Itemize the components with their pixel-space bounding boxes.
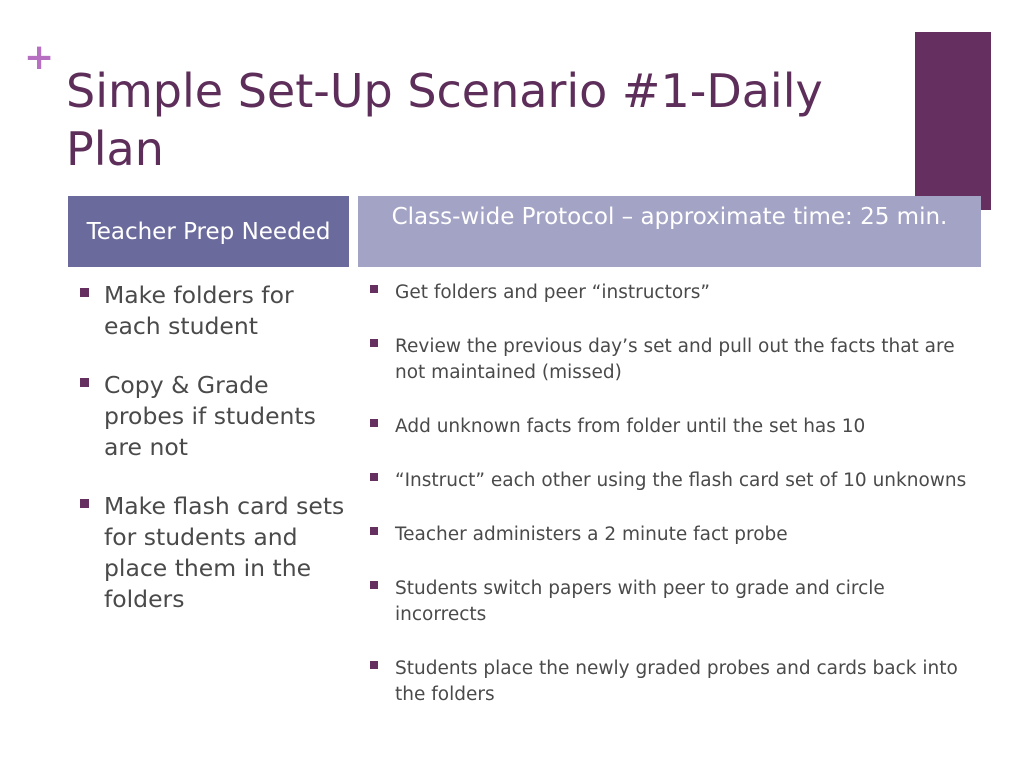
list-item-text: Students place the newly graded probes and cards back into the folders [395,658,958,705]
accent-bar [915,32,991,210]
list-item [78,491,348,615]
list-item-text: Copy & Grade probes if students are not [104,371,316,461]
left-column-header-label: Teacher Prep Needed [86,218,331,245]
left-column-header [68,196,349,267]
list-item-text: “Instruct” each other using the flash card set of 10 unknowns [395,470,967,491]
list-item-text: Teacher administers a 2 minute fact probe [395,524,788,545]
protocol-list [370,280,970,736]
bullet-square-icon [370,661,378,669]
slide-title: Simple Set-Up Scenario #1-Daily Plan [66,64,823,176]
plus-icon: + [24,37,55,78]
teacher-prep-list [78,280,348,643]
list-item-text: Add unknown facts from folder until the set has 10 [395,416,866,437]
list-item-text: Review the previous day’s set and pull out the facts that are not maintained (missed) [395,336,955,383]
bullet-square-icon [370,285,378,293]
bullet-square-icon [370,581,378,589]
right-column-header-label: Class-wide Protocol – approximate time: 25 min. [391,204,948,230]
list-item [370,414,970,440]
list-item-text: Make flash card sets for students and place them in the folders [104,492,345,613]
bullet-square-icon [370,473,378,481]
list-item-text: Get folders and peer “instructors” [395,282,710,303]
list-item-text: Make folders for each student [104,281,294,340]
list-item [370,522,970,548]
bullet-square-icon [370,419,378,427]
list-item [78,370,348,463]
bullet-square-icon [80,499,89,508]
list-item [370,576,970,628]
list-item [370,468,970,494]
bullet-square-icon [80,288,89,297]
list-item [370,334,970,386]
list-item [370,656,970,708]
list-item [78,280,348,342]
right-column-header [358,196,981,267]
bullet-square-icon [370,339,378,347]
list-item-text: Students switch papers with peer to grade and circle incorrects [395,578,885,625]
list-item [370,280,970,306]
bullet-square-icon [370,527,378,535]
bullet-square-icon [80,378,89,387]
